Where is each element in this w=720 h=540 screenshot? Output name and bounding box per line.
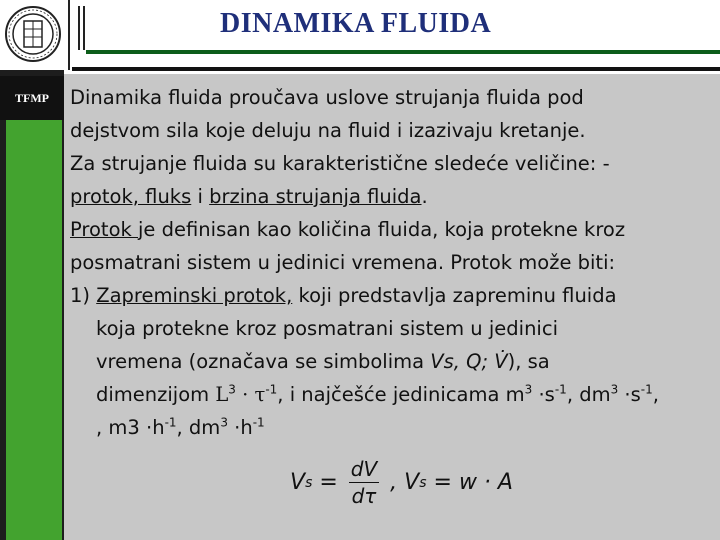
list-number: 1): [70, 284, 91, 307]
term-protok: Protok: [70, 218, 139, 241]
text-line: Protok je definisan kao količina fluida, koja protekne kroz: [70, 218, 626, 241]
slide-content: [64, 74, 720, 540]
content-top-border: [72, 67, 720, 71]
term-zapreminski-protok: Zapreminski protok,: [96, 284, 293, 307]
text-line: dimenzijom $L^3 \cdot \tau^{-1}$, i najčešće jedinicama $m^3 \cdot s^{-1}$, $dm^3 \cdot s^{-1}$,: [96, 382, 659, 406]
symbols: Vs, Q; V̇: [430, 350, 508, 373]
flow-formula: V s = $\frac{dV}{d\tau}$ , V s = w · A: [290, 457, 513, 508]
text-line: koja protekne kroz posmatrani sistem u jedinici: [96, 317, 558, 340]
derivative-fraction: $\frac{dV}{d\tau}$: [350, 457, 378, 508]
term-protok-fluks: protok, fluks: [70, 185, 192, 208]
title-bar: [72, 0, 720, 52]
title-underline: [86, 50, 720, 54]
text-line: dejstvom sila koje deluju na fluid i izazivaju kretanje.: [70, 119, 586, 142]
term-brzina: brzina strujanja fluida: [209, 185, 422, 208]
text-line: Za strujanje fluida su karakteristične sledeće veličine: -: [70, 152, 610, 175]
divider: [78, 6, 80, 50]
text-line: vremena (označava se simbolima Vs, Q; V̇), sa: [96, 350, 550, 373]
tfmp-badge: TFMP: [0, 76, 64, 120]
left-sidebar-green-band: [6, 120, 62, 540]
text-line: , $m3 \cdot h^{-1}$, $dm^3 \cdot h^{-1}$: [96, 415, 265, 439]
page-title: DINAMIKA FLUIDA: [220, 8, 492, 39]
text-line: protok, fluks i brzina strujanja fluida.: [70, 185, 428, 208]
list-item: 1) Zapreminski protok, koji predstavlja zapreminu fluida: [70, 284, 617, 307]
seal-icon: [4, 3, 62, 65]
divider: [83, 6, 85, 50]
text-line: posmatrani sistem u jedinici vremena. Protok može biti:: [70, 251, 616, 274]
text-line: Dinamika fluida proučava uslove strujanja fluida pod: [70, 86, 584, 109]
university-seal-logo: [0, 0, 70, 70]
